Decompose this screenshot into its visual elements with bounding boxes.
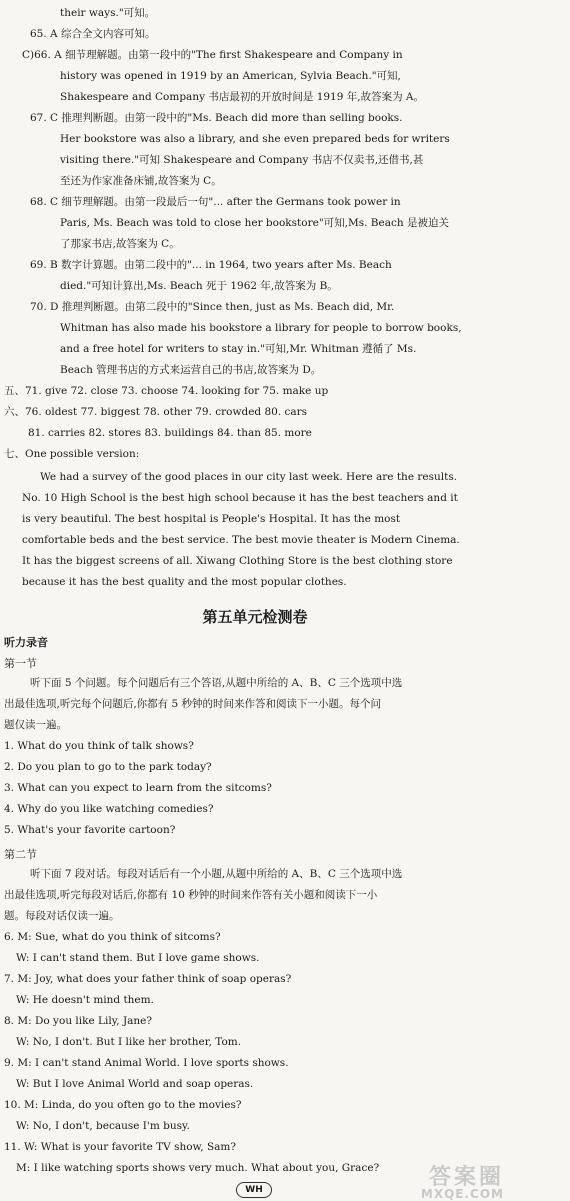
essay-line: because it has the best quality and the most popular clothes.	[22, 576, 347, 588]
text-line: 67. C 推理判断题。由第一段中的"Ms. Beach did more than selling books.	[30, 112, 403, 124]
text-line: and a free hotel for writers to stay in."可知,Mr. Whitman 遵循了 Ms.	[60, 343, 417, 355]
question-line: 3. What can you expect to learn from the sitcoms?	[4, 782, 272, 794]
essay-line: We had a survey of the good places in our city last week. Here are the results.	[40, 471, 458, 483]
answer-key-line: 六、76. oldest 77. biggest 78. other 79. crowded 80. cars	[4, 406, 308, 418]
dialogue-line: W: But I love Animal World and soap operas.	[16, 1078, 254, 1090]
dialogue-line: 10. M: Linda, do you often go to the movies?	[4, 1099, 242, 1111]
instruction-line: 题仅读一遍。	[4, 719, 67, 731]
question-line: 2. Do you plan to go to the park today?	[4, 761, 212, 773]
text-line: Paris, Ms. Beach was told to close her bookstore"可知,Ms. Beach 是被迫关	[60, 217, 449, 229]
text-line: their ways."可知。	[60, 7, 156, 19]
page-badge: WH	[236, 1182, 272, 1198]
dialogue-line: W: He doesn't mind them.	[16, 994, 154, 1006]
dialogue-line: 6. M: Sue, what do you think of sitcoms?	[4, 931, 221, 943]
text-line: 65. A 综合全文内容可知。	[30, 28, 156, 40]
dialogue-line: 7. M: Joy, what does your father think of soap operas?	[4, 973, 292, 985]
instruction-line: 出最佳选项,听完每个问题后,你都有 5 秒钟的时间来作答和阅读下一小题。每个问	[4, 698, 382, 710]
essay-line: is very beautiful. The best hospital is People's Hospital. It has the most	[22, 513, 401, 525]
text-line: Her bookstore was also a library, and she even prepared beds for writers	[60, 133, 450, 145]
text-line: Shakespeare and Company 书店最初的开放时间是 1919 年,故答案为 A。	[60, 91, 425, 103]
text-line: visiting there."可知 Shakespeare and Company 书店不仅卖书,还借书,甚	[60, 154, 424, 166]
essay-heading: 七、One possible version:	[4, 448, 140, 460]
instruction-line: 听下面 5 个问题。每个问题后有三个答语,从题中所给的 A、B、C 三个选项中选	[30, 677, 403, 689]
watermark	[421, 1160, 504, 1201]
question-line: 1. What do you think of talk shows?	[4, 740, 194, 752]
section-title: 第一节	[4, 657, 37, 670]
text-line: died."可知计算出,Ms. Beach 死于 1962 年,故答案为 B。	[60, 280, 338, 292]
text-line: 68. C 细节理解题。由第一段最后一句"... after the Germans took power in	[30, 196, 401, 208]
dialogue-line: M: I like watching sports shows very much. What about you, Grace?	[16, 1162, 380, 1174]
dialogue-line: 8. M: Do you like Lily, Jane?	[4, 1015, 153, 1027]
text-line: history was opened in 1919 by an American, Sylvia Beach."可知,	[60, 70, 401, 82]
essay-line: It has the biggest screens of all. Xiwang Clothing Store is the best clothing store	[22, 555, 453, 567]
instruction-line: 题。每段对话仅读一遍。	[4, 910, 120, 922]
text-line: 至还为作家准备床铺,故答案为 C。	[60, 175, 222, 187]
section-label: 听力录音	[4, 636, 48, 649]
unit-title: 第五单元检测卷	[202, 608, 308, 626]
text-line: 69. B 数字计算题。由第二段中的"... in 1964, two years after Ms. Beach	[30, 259, 392, 271]
essay-line: comfortable beds and the best service. The best movie theater is Modern Cinema.	[22, 534, 460, 546]
watermark-url: MXQE.COM	[420, 1187, 504, 1201]
dialogue-line: W: I can't stand them. But I love game shows.	[16, 952, 260, 964]
question-line: 4. Why do you like watching comedies?	[4, 803, 214, 815]
instruction-line: 出最佳选项,听完每段对话后,你都有 10 秒钟的时间来作答有关小题和阅读下一小	[4, 889, 378, 901]
text-line: Beach 管理书店的方式来运营自己的书店,故答案为 D。	[60, 364, 322, 376]
dialogue-line: W: No, I don't, because I'm busy.	[16, 1120, 190, 1132]
dialogue-line: 9. M: I can't stand Animal World. I love sports shows.	[4, 1057, 289, 1069]
text-line: 了那家书店,故答案为 C。	[60, 238, 180, 250]
text-line: Whitman has also made his bookstore a library for people to borrow books,	[60, 322, 462, 334]
watermark-text: 答案圈	[428, 1165, 504, 1190]
dialogue-line: W: No, I don't. But I like her brother, Tom.	[16, 1036, 242, 1048]
text-line: 70. D 推理判断题。由第二段中的"Since then, just as Ms. Beach did, Mr.	[30, 301, 395, 313]
essay-line: No. 10 High School is the best high school because it has the best teachers and it	[22, 492, 458, 504]
answer-key-line: 五、71. give 72. close 73. choose 74. looking for 75. make up	[4, 385, 329, 397]
section-title: 第二节	[4, 848, 37, 861]
question-line: 5. What's your favorite cartoon?	[4, 824, 176, 836]
dialogue-line: 11. W: What is your favorite TV show, Sam?	[4, 1141, 237, 1153]
answer-key-line: 81. carries 82. stores 83. buildings 84. than 85. more	[28, 427, 312, 439]
text-line: C)66. A 细节理解题。由第一段中的"The first Shakespeare and Company in	[22, 49, 403, 61]
instruction-line: 听下面 7 段对话。每段对话后有一个小题,从题中所给的 A、B、C 三个选项中选	[30, 868, 403, 880]
